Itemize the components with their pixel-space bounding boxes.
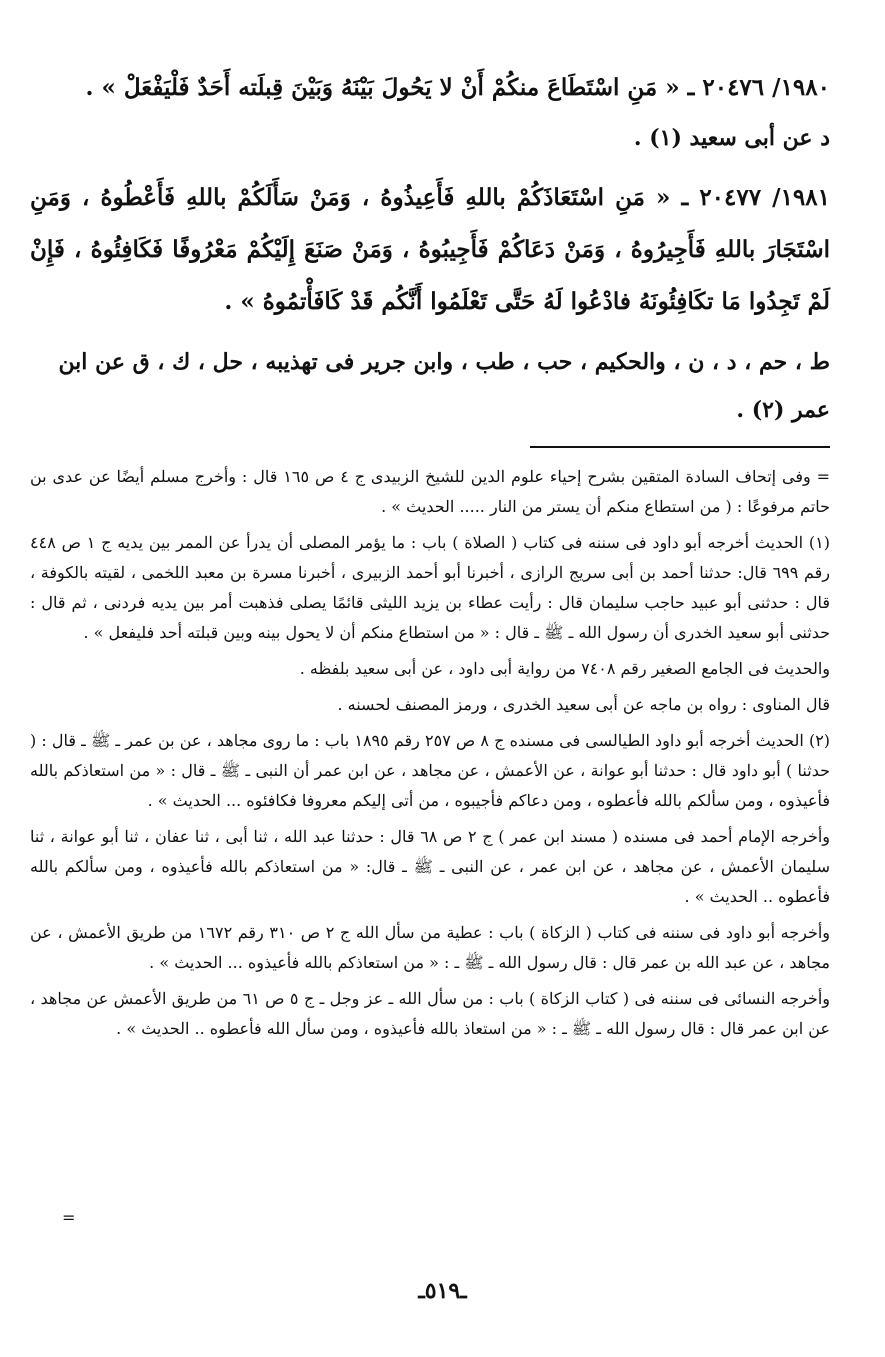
hadith-1980-source: د عن أبى سعيد (١) . [633, 125, 830, 151]
hadith-1980: ١٩٨٠/ ٢٠٤٧٦ ـ « مَنِ اسْتَطَاعَ منكُمْ أَنْ لا يَحُولَ بَيْنَهُ وَبَيْنَ قِبلَته أَحَدٌ فَلْيَفْعَلْ » . [85, 74, 830, 101]
footnote-continued: = وفى إتحاف السادة المتقين بشرح إحياء علوم الدين للشيخ الزبيدى ج ٤ ص ١٦٥ قال : وأخرج مسلم أيضًا عن عدى بن حاتم مرفوعًا : ( من استطاع منكم أن يستر من النار ..... الحديث » . [30, 467, 831, 516]
footnote-2: (٢) الحديث أخرجه أبو داود الطيالسى فى مسنده ج ٨ ص ٢٥٧ رقم ١٨٩٥ باب : ما روى مجاهد ، عن بن عمر ـ ﷺ ـ قال : ( حدثنا ) أبو داود قال : حدثنا أبو عوانة ، عن الأعمش ، عن مجاهد ، عن ابن عمر أن النبى ـ ﷺ ـ قال : « من استعاذكم بالله فأعيذوه ، ومن سألكم بالله فأعطوه ، ومن دعاكم فأجيبوه ، من أتى إليكم معروفا فكافئوه ... الحديث » . [30, 731, 831, 810]
footnote-1-note-c: قال المناوى : رواه بن ماجه عن أبى سعيد الخدرى ، ورمز المصنف لحسنه . [337, 695, 830, 714]
continuation-mark: = [62, 1208, 76, 1227]
hadith-1981: ١٩٨١/ ٢٠٤٧٧ ـ « مَنِ اسْتَعَاذَكُمْ باللهِ فَأَعِيذُوهُ ، وَمَنْ سَأَلَكُمْ باللهِ فَأَعْطُوهُ ، وَمَنِ اسْتَجَارَ باللهِ فَأَجِيرُوهُ ، وَمَنْ دَعَاكُمْ فَأَجِيبُوهُ ، وَمَنْ صَنَعَ إِلَيْكُمْ مَعْرُوفًا فَكَافِئُوهُ ، فَإِنْ لَمْ تَجِدُوا مَا تكَافِئُونَهُ فادْعُوا لَهُ حَتَّى تَعْلَمُوا أَنَّكُم قَدْ كَافَأْتمُوهُ » . [30, 184, 830, 315]
page-body [30, 62, 830, 1050]
page-number: ـ٥١٩ـ [418, 1278, 467, 1304]
hadith-1981-source: ط ، حم ، د ، ن ، والحكيم ، حب ، طب ، وابن جرير فى تهذيبه ، حل ، ك ، ق عن ابن عمر (٢) . [58, 349, 830, 423]
footnote-2-note-c: وأخرجه أبو داود فى سننه فى كتاب ( الزكاة ) باب : عطية من سأل الله ج ٢ ص ٣١٠ رقم ١٦٧٢ من طريق الأعمش ، عن مجاهد ، عن عبد الله بن عمر قال : قال رسول الله ـ ﷺ ـ : « من استعاذكم بالله فأعيذوه ... الحديث » . [30, 923, 831, 972]
footnote-2-note-b: وأخرجه الإمام أحمد فى مسنده ( مسند ابن عمر ) ج ٢ ص ٦٨ قال : حدثنا عبد الله ، ثنا أبى ، ثنا عفان ، ثنا أبو عوانة ، ثنا سليمان الأعمش ، عن مجاهد ، عن ابن عمر ، عن النبى ـ ﷺ ـ قال: « من استعاذكم بالله فأعيذوه ، ومن سألكم بالله فأعطوه .. الحديث » . [30, 827, 831, 906]
footnote-2-note-d: وأخرجه النسائى فى سننه فى ( كتاب الزكاة ) باب : من سأل الله ـ عز وجل ـ ج ٥ ص ٦١ من طريق الأعمش عن مجاهد ، عن ابن عمر قال : قال رسول الله ـ ﷺ ـ : « من استعاذ بالله فأعيذوه ، ومن سأل الله فأعطوه .. الحديث » . [30, 989, 830, 1038]
footnote-divider [530, 446, 830, 448]
footnote-1: (١) الحديث أخرجه أبو داود فى سننه فى كتاب ( الصلاة ) باب : ما يؤمر المصلى أن يدرأ عن الممر بين يديه ج ١ ص ٤٤٨ رقم ٦٩٩ قال: حدثنا أحمد بن أبى سريج الرازى ، أخبرنا أبو أحمد الزبيرى ، أخبرنا مسرة بن معبد اللخمى ، لقيته بالكوفة ، قال : حدثنى أبو عبيد حاجب سليمان قال : رأيت عطاء بن يزيد الليثى قائمًا يصلى فذهبت أمر بين يديه فردنى ، ثم قال : حدثنى أبو سعيد الخدرى أن رسول الله ـ ﷺ ـ قال : « من استطاع منكم أن لا يحول بينه وبين قبلته أحد فليفعل » . [30, 533, 831, 642]
footnote-1-note-b: والحديث فى الجامع الصغير رقم ٧٤٠٨ من رواية أبى داود ، عن أبى سعيد بلفظه . [299, 659, 830, 678]
